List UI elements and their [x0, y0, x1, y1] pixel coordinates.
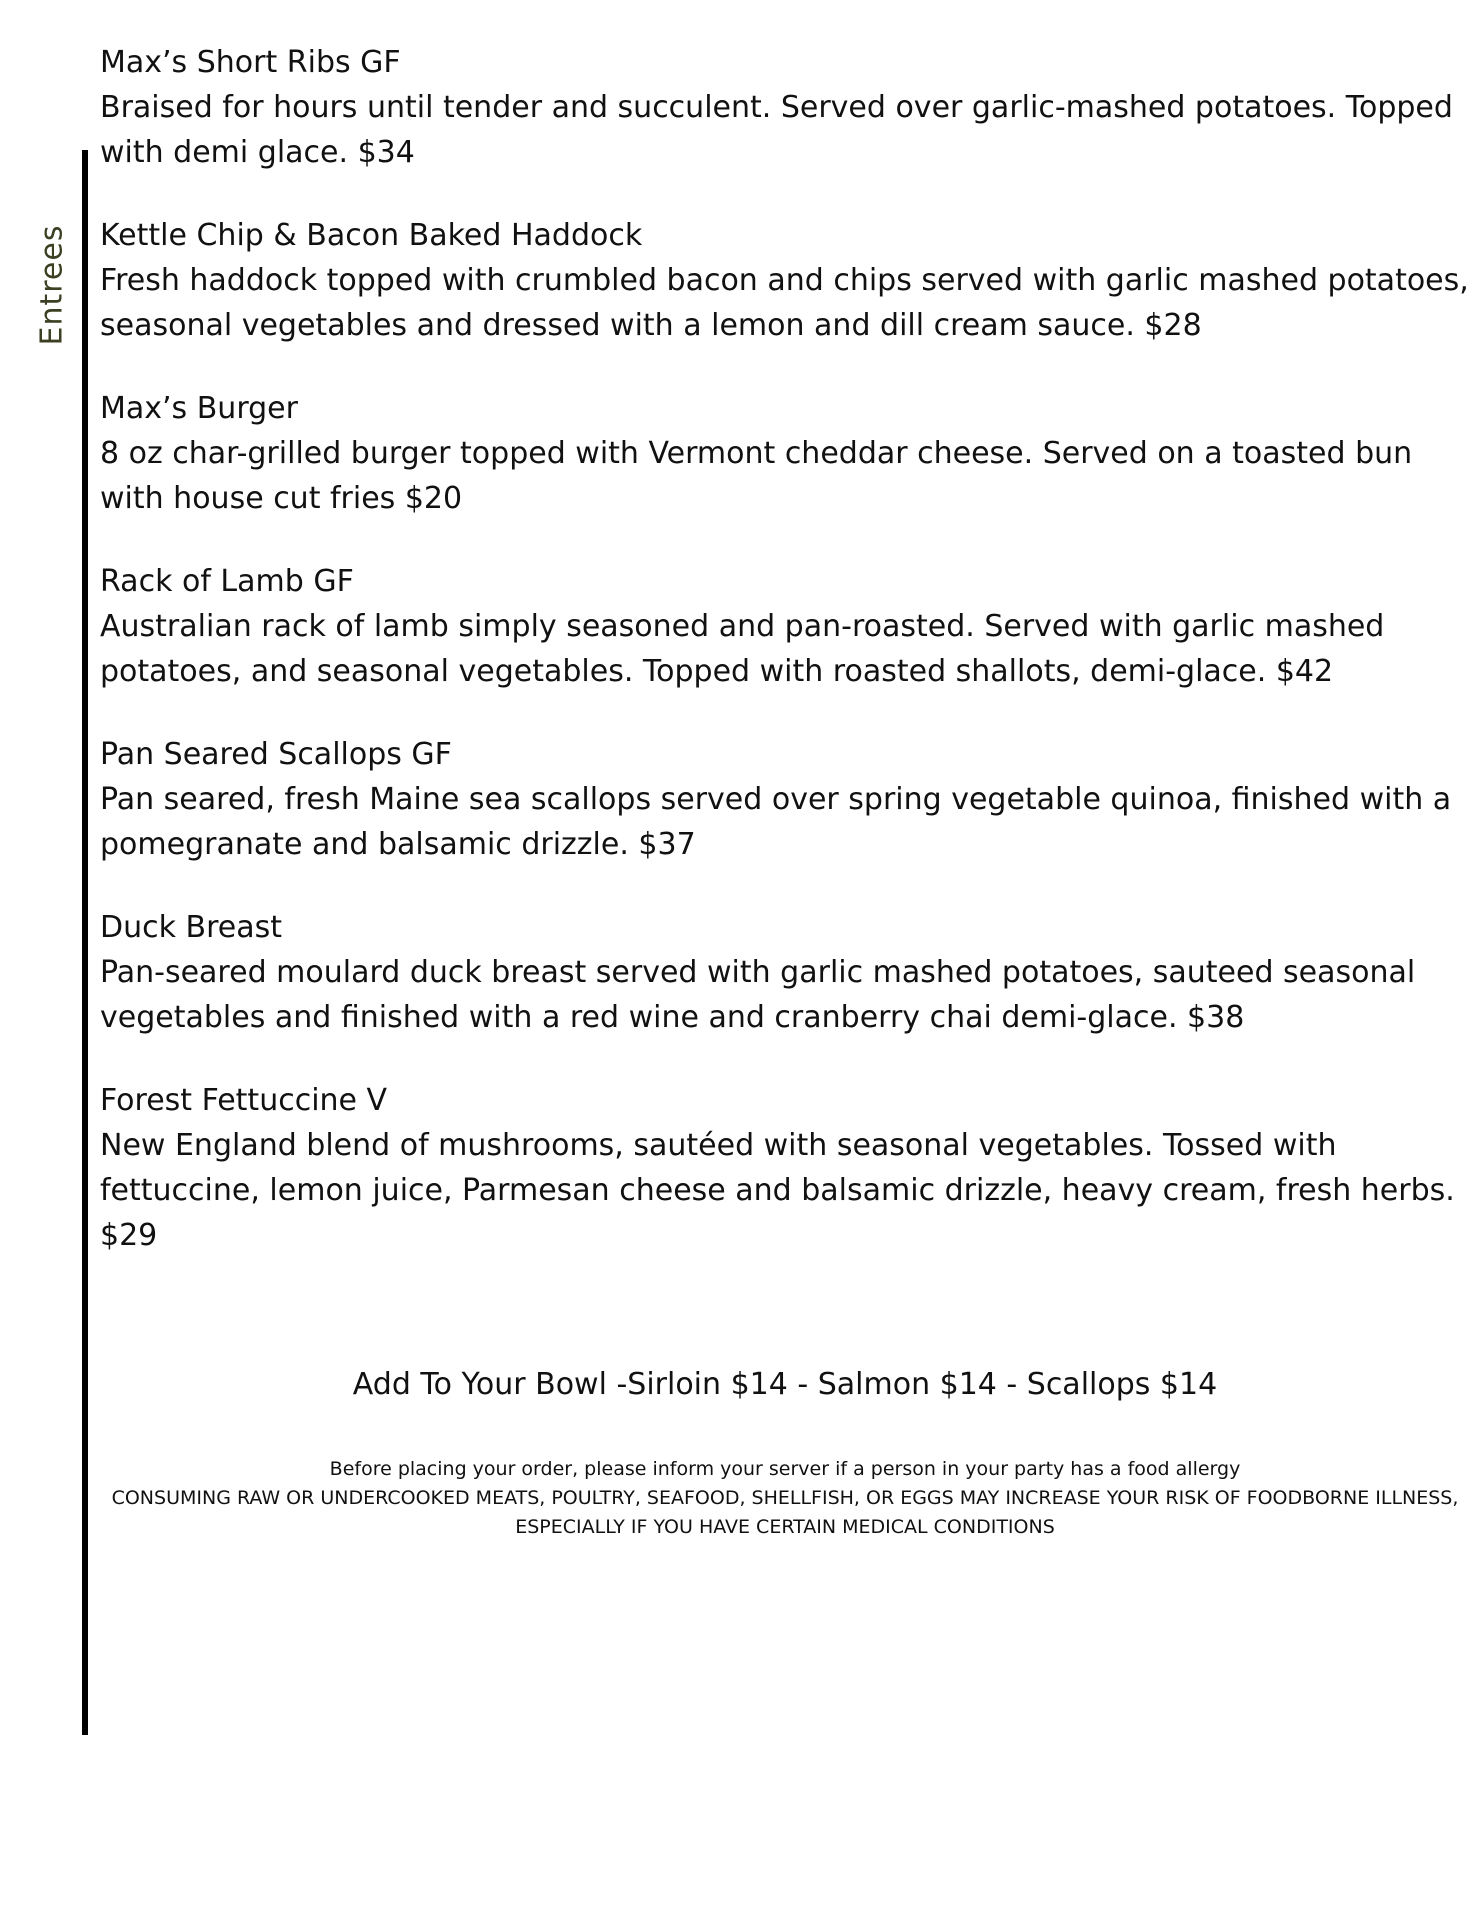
menu-item-description: Australian rack of lamb simply seasoned and pan-roasted. Served with garlic mashed potatoes, and seasonal vegetables. Topped with roasted shallots, demi-glace. $42 [100, 609, 1385, 689]
menu-item-name: Duck Breast [100, 910, 283, 945]
menu-item-name: Forest Fettuccine V [100, 1083, 388, 1118]
add-to-bowl-line: Add To Your Bowl -Sirloin $14 - Salmon $14 - Scallops $14 [352, 1367, 1218, 1402]
menu-item [100, 559, 1470, 694]
menu-item-name: Rack of Lamb GF [100, 564, 354, 599]
consumption-warning: CONSUMING RAW OR UNDERCOOKED MEATS, POULTRY, SEAFOOD, SHELLFISH, OR EGGS MAY INCREASE YOUR RISK OF FOODBORNE ILLNESS, ESPECIALLY IF YOU HAVE CERTAIN MEDICAL CONDITIONS [111, 1487, 1459, 1538]
section-divider-line [82, 150, 88, 1735]
menu-item [100, 386, 1470, 521]
menu-item-description: New England blend of mushrooms, sautéed with seasonal vegetables. Tossed with fettuccine, lemon juice, Parmesan cheese and balsamic drizzle, heavy cream, fresh herbs. $29 [100, 1128, 1455, 1253]
menu-item-name: Kettle Chip & Bacon Baked Haddock [100, 218, 643, 253]
menu-item [100, 1078, 1470, 1258]
menu-item [100, 213, 1470, 348]
menu-item [100, 905, 1470, 1040]
menu-item-name: Max’s Short Ribs GF [100, 45, 401, 80]
menu-items-list [100, 40, 1470, 1296]
menu-item-description: Pan seared, fresh Maine sea scallops served over spring vegetable quinoa, finished with a pomegranate and balsamic drizzle. $37 [100, 782, 1452, 862]
menu-item-name: Pan Seared Scallops GF [100, 737, 452, 772]
allergy-notice: Before placing your order, please inform your server if a person in your party has a food allergy [329, 1458, 1241, 1480]
menu-item [100, 732, 1470, 867]
menu-item-name: Max’s Burger [100, 391, 298, 426]
menu-item [100, 40, 1470, 175]
menu-item-description: Pan-seared moulard duck breast served with garlic mashed potatoes, sauteed seasonal vegetables and finished with a red wine and cranberry chai demi-glace. $38 [100, 955, 1416, 1035]
menu-item-description: Fresh haddock topped with crumbled bacon and chips served with garlic mashed potatoes, seasonal vegetables and dressed with a lemon and dill cream sauce. $28 [100, 263, 1469, 343]
menu-item-description: Braised for hours until tender and succulent. Served over garlic-mashed potatoes. Topped with demi glace. $34 [100, 90, 1453, 170]
section-label: Entrees [34, 224, 70, 346]
menu-item-description: 8 oz char-grilled burger topped with Vermont cheddar cheese. Served on a toasted bun with house cut fries $20 [100, 436, 1413, 516]
allergy-disclaimer [100, 1455, 1470, 1542]
